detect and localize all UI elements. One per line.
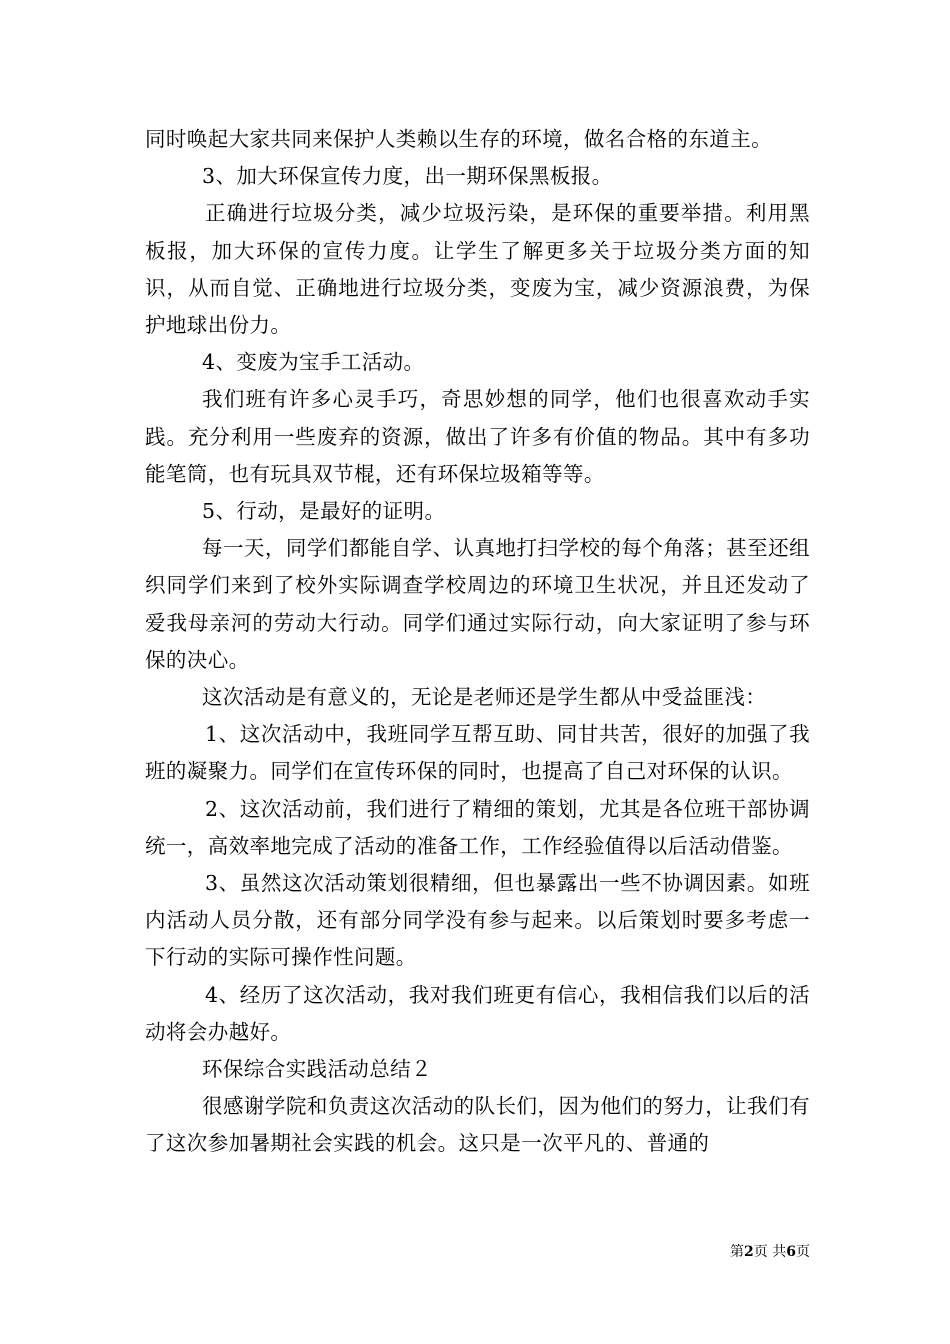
paragraph: 这次活动是有意义的，无论是老师还是学生都从中受益匪浅：: [202, 685, 767, 710]
paragraph: 4、变废为宝手工活动。: [202, 350, 425, 375]
paragraph: 2、这次活动前，我们进行了精细的策划，尤其是各位班干部协调统一，高效率地完成了活动的准备工作，工作经验值得以后活动借鉴。: [145, 796, 810, 858]
section-heading: 环保综合实践活动总结２: [202, 1057, 432, 1082]
footer-prefix: 第: [730, 1244, 745, 1260]
paragraph: 正确进行垃圾分类，减少垃圾污染，是环保的重要举措。利用黑板报，加大环保的宣传力度。让学生了解更多关于垃圾分类方面的知识，从而自觉、正确地进行垃圾分类，变废为宝，减少资源浪费，为保护地球出份力。: [145, 201, 810, 338]
document-body: [145, 121, 810, 1163]
paragraph: 每一天，同学们都能自学、认真地打扫学校的每个角落；甚至还组织同学们来到了校外实际调查学校周边的环境卫生状况，并且还发动了爱我母亲河的劳动大行动。同学们通过实际行动，向大家证明了参与环保的决心。: [145, 536, 810, 672]
paragraph: 3、虽然这次活动策划很精细，但也暴露出一些不协调因素。如班内活动人员分散，还有部分同学没有参与起来。以后策划时要多考虑一下行动的实际可操作性问题。: [145, 871, 810, 970]
paragraph: 1、这次活动中，我班同学互帮互助、同甘共苦，很好的加强了我班的凝聚力。同学们在宣传环保的同时，也提高了自己对环保的认识。: [145, 722, 810, 784]
paragraph: 3、加大环保宣传力度，出一期环保黑板报。: [202, 164, 613, 189]
paragraph: 我们班有许多心灵手巧，奇思妙想的同学，他们也很喜欢动手实践。充分利用一些废弃的资源，做出了许多有价值的物品。其中有多功能笔筒，也有玩具双节棍，还有环保垃圾箱等等。: [145, 387, 810, 486]
footer-suffix: 页: [796, 1244, 810, 1260]
paragraph: 同时唤起大家共同来保护人类赖以生存的环境，做名合格的东道主。: [145, 127, 772, 151]
footer-middle: 页 共: [753, 1244, 787, 1260]
paragraph: 很感谢学院和负责这次活动的队长们，因为他们的努力，让我们有了这次参加暑期社会实践的机会。这只是一次平凡的、普通的: [145, 1094, 810, 1156]
current-page-number: 2: [744, 1244, 754, 1260]
paragraph: 5、行动，是最好的证明。: [202, 499, 446, 524]
page-footer: [700, 1243, 810, 1261]
paragraph: 4、经历了这次活动，我对我们班更有信心，我相信我们以后的活动将会办越好。: [145, 982, 810, 1044]
total-page-count: 6: [786, 1244, 796, 1260]
